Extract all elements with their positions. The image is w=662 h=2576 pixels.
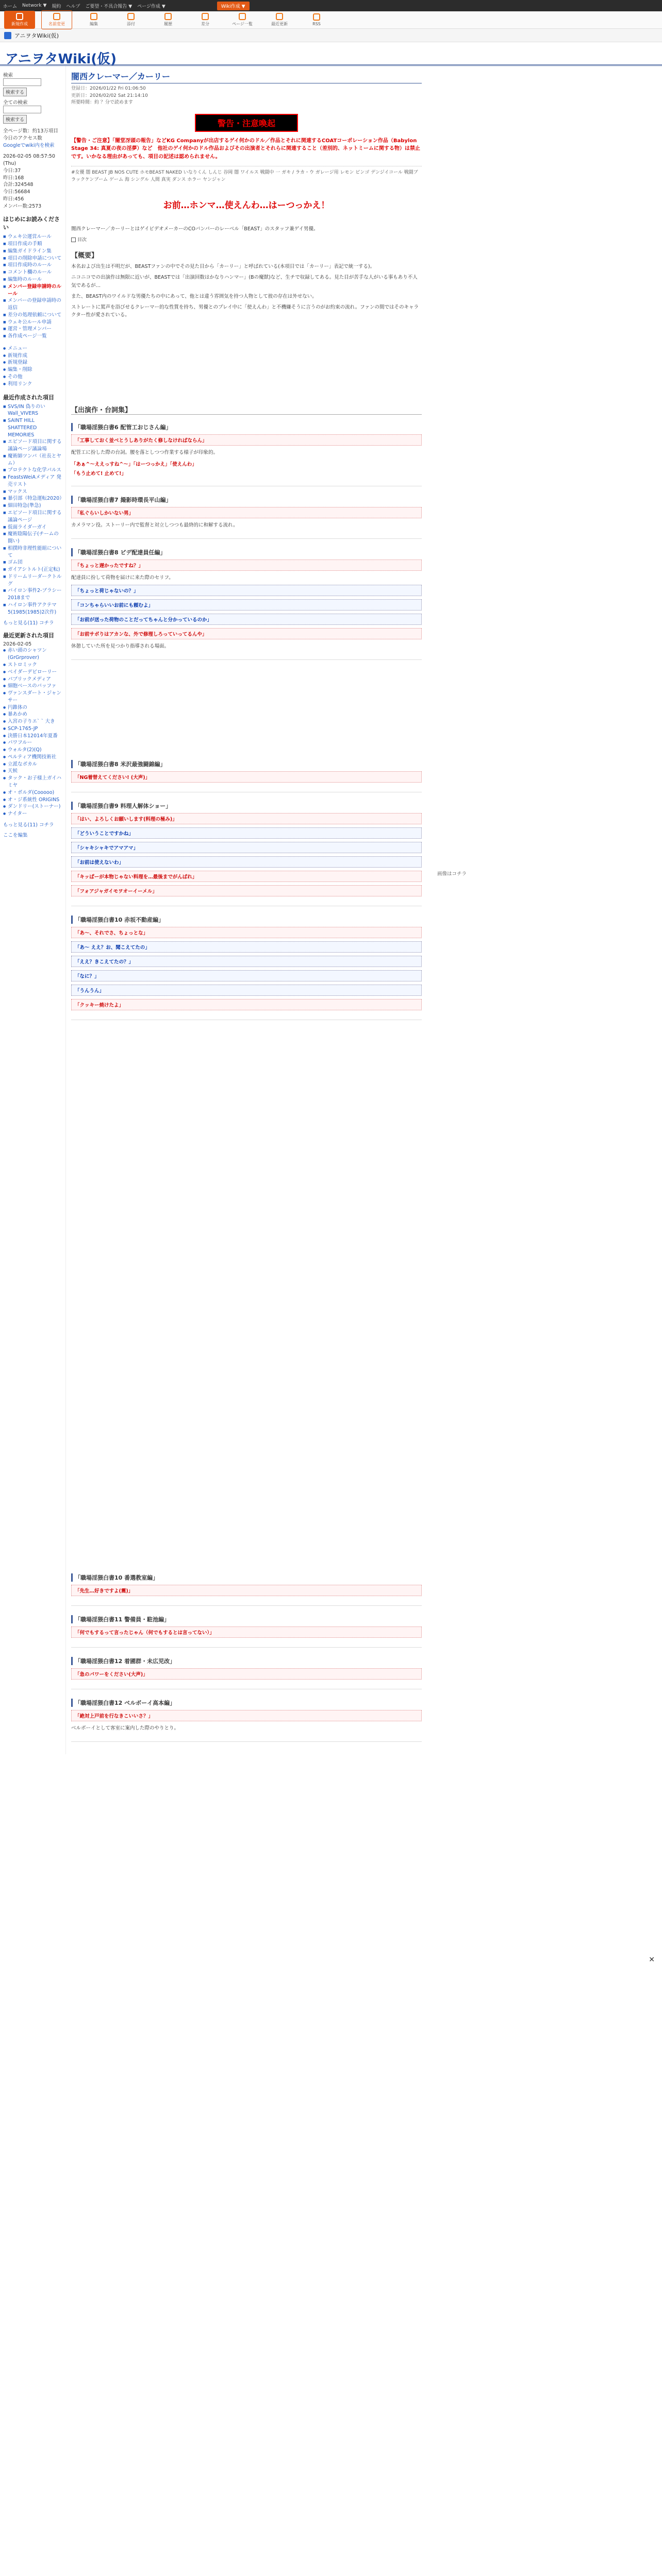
episode-text: 配達員に扮して荷物を届けに来た際のセリフ。 bbox=[71, 574, 174, 581]
updated-item-link[interactable]: ストロミック bbox=[8, 662, 37, 668]
more-recent-link[interactable]: もっと見る(11) コチラ bbox=[3, 620, 54, 626]
recent-item bbox=[3, 495, 62, 502]
top-nav-bar bbox=[0, 0, 662, 11]
beginner-item-link[interactable]: 各作成ページ一覧 bbox=[8, 333, 47, 340]
recent-item bbox=[3, 602, 62, 616]
updated-list bbox=[3, 647, 62, 817]
episode-quote: 「先生…好きですよ(震)」 bbox=[71, 1585, 422, 1596]
beginner-item bbox=[3, 248, 62, 255]
updated-item bbox=[3, 754, 62, 761]
overview-paragraph: また、BEAST内のワイルドな男優たちの中にあって、他とは違う雰囲気を持つ人物として彼の存在は外せない。 bbox=[71, 293, 317, 299]
counter-date: 2026-02-05 08:57:50 (Thu) bbox=[3, 154, 55, 167]
beginner-item-link[interactable]: 運営・管理メンバー bbox=[8, 326, 52, 332]
episode-quote: 「急のパワーをください(大声)」 bbox=[71, 1668, 422, 1680]
updated-item bbox=[3, 683, 62, 690]
beginner-item-link[interactable]: 項目作成時のルール bbox=[8, 262, 52, 268]
rss-icon bbox=[313, 13, 320, 21]
recent-item-link[interactable]: FeastsWeiAメディア 発売リスト bbox=[8, 474, 61, 487]
recent-item-link[interactable]: SVS/IN 偽りのいWall_VIVERS bbox=[8, 403, 45, 417]
updated-item bbox=[3, 704, 62, 711]
recent-item bbox=[3, 502, 62, 510]
stat-pages: 全ページ数：約13万項目 bbox=[3, 128, 58, 134]
counter-block bbox=[3, 153, 62, 210]
updated-item bbox=[3, 725, 62, 733]
episode-title: 「職場淫猥白書11 警備員・駐池編」 bbox=[71, 1615, 422, 1623]
nav-list bbox=[3, 345, 62, 388]
recent-item-link[interactable]: 細田特急(準急) bbox=[8, 503, 41, 509]
updated-heading: 最近更新された項目 bbox=[3, 632, 54, 639]
episode-title: 「職場淫猥白書10 赤坂不動産編」 bbox=[71, 916, 422, 924]
recent-item-link[interactable]: 魔術師ツンバ（社長とヤム） bbox=[8, 453, 61, 466]
episode-line: 「ええ？きこえてたの？」 bbox=[71, 956, 422, 967]
beginner-item-link[interactable]: 差分の処理依頼について bbox=[8, 312, 62, 318]
updated-item bbox=[3, 739, 62, 747]
diff-tool[interactable]: 差分 bbox=[190, 13, 221, 27]
intro-text: 闇西クレーマー／カーリーとはゲイビデオメーカーのCOパンパーのレーベル「BEAST」のスタッフ兼ゲイ男優。 bbox=[71, 226, 319, 232]
beginner-item bbox=[3, 283, 62, 298]
updated-item-link[interactable]: 細胞ベースのバッファ bbox=[8, 683, 57, 689]
beginner-item-link[interactable]: メンバー登録申請時のルール bbox=[8, 283, 61, 297]
episode-quote: 「何でもするって言ったじゃん（何でもするとは言ってない）」 bbox=[71, 1626, 422, 1638]
episode-text: 配管工に扮した際の台詞。腰を落としつつ作業する様子が印象的。 bbox=[71, 450, 219, 456]
counter-line: 昨日:168 bbox=[3, 175, 24, 181]
updated-item bbox=[3, 718, 62, 725]
episode-quote: 「工事しておく並べとうしありがたく修しなければならん」 bbox=[71, 434, 422, 446]
rename-tool[interactable]: 名前変更 bbox=[41, 10, 72, 29]
episode-text: ベルボーイとして客室に案内した際のやりとり。 bbox=[71, 1725, 179, 1732]
nav-item-link[interactable]: その他 bbox=[8, 374, 23, 380]
updated-item-link[interactable]: ベイダーデビローリー bbox=[8, 669, 57, 675]
episode-line: 「コンちゃらいいお前にも頼むよ」 bbox=[71, 599, 422, 611]
create-wiki-button[interactable]: Wiki作成 ▼ bbox=[217, 2, 250, 10]
episode-title: 「職場淫猥白書10 番選教室編」 bbox=[71, 1573, 422, 1582]
main-content bbox=[66, 66, 427, 1754]
history-icon bbox=[164, 13, 172, 20]
tag-row: #女優 闇 BEAST JB NOS CUTE ホモBEAST NAKED いなりくん しんじ 谷岡 闇 ワイルス 戦闘中 一 ガキ / ラカ・ウ ガレージ用 レモン ビンゴ デンジイコール 戦闘ブラックケンブーム ゲーム 海 シングル 人間 真実 ダンス ホラー ヤンジャン bbox=[71, 166, 422, 183]
nav-item bbox=[3, 345, 62, 352]
beginner-item-link[interactable]: 編集ガイドライン集 bbox=[8, 248, 52, 254]
spacer bbox=[71, 669, 422, 752]
updated-label: 更新日 bbox=[71, 93, 86, 98]
attach-tool[interactable]: 添付 bbox=[115, 13, 146, 27]
edit-tool[interactable]: 編集 bbox=[78, 13, 109, 27]
beginner-list bbox=[3, 233, 62, 340]
close-icon[interactable]: ✕ bbox=[649, 1956, 655, 1964]
updated-item bbox=[3, 647, 62, 662]
stat-access: 今日のアクセス数 bbox=[3, 135, 42, 141]
divider bbox=[71, 1605, 422, 1606]
right-column bbox=[427, 66, 662, 1964]
edit-icon bbox=[90, 13, 97, 20]
recent-item bbox=[3, 531, 62, 545]
search-label: 検索 bbox=[3, 73, 13, 78]
updated-item-link[interactable]: 天候 bbox=[8, 768, 18, 774]
episode-title: 「職場淫猥白書7 撮影時環長平山編」 bbox=[71, 496, 422, 504]
topbar-home[interactable]: ホーム bbox=[3, 4, 18, 9]
read-time: 所要時間：約 ？分で読めます bbox=[71, 100, 133, 105]
beginner-item-link[interactable]: メンバーの登録申請時の返信 bbox=[8, 298, 61, 311]
episode-line: 「シャキシャキでアマアマ」 bbox=[71, 842, 422, 853]
episode-title: 「職場淫猥白書12 着圃群・未広児改」 bbox=[71, 1657, 422, 1665]
updated-item-link[interactable]: ペルティア機関技術社 bbox=[8, 754, 57, 760]
episode-title: 「職場淫猥白書8 米沢最強闘錦編」 bbox=[71, 760, 422, 768]
beginner-item bbox=[3, 269, 62, 276]
works-heading: 【出演作・台詞集】 bbox=[71, 404, 422, 415]
updated-item bbox=[3, 796, 62, 804]
recent-item-link[interactable]: ドリームリーダークトルグ bbox=[8, 573, 62, 587]
list-icon bbox=[239, 13, 246, 20]
nav-item-link[interactable]: 編集・削除 bbox=[8, 367, 32, 373]
updated-item-link[interactable]: 暴あかめ bbox=[8, 711, 28, 718]
episode-line: 「お前が送った荷物のことだってちゃんと分かっているのか」 bbox=[71, 614, 422, 625]
page-meta: 登録日：2026/01/22 Fri 01:06:50 更新日：2026/02/02 Sat 21:14:10 所要時間：約 ？分で読めます bbox=[71, 86, 422, 107]
updated-item-link[interactable]: パワフルー bbox=[8, 740, 32, 746]
updated-item bbox=[3, 775, 62, 789]
beginner-item bbox=[3, 326, 62, 333]
updated-item-link[interactable]: 円錐体の bbox=[8, 704, 28, 710]
updated-item-link[interactable]: 立派なボカル bbox=[8, 761, 38, 767]
all-search-label: 全ての検索 bbox=[3, 100, 28, 106]
all-search-button[interactable]: 検索する bbox=[3, 115, 27, 124]
search-button[interactable]: 検索する bbox=[3, 88, 27, 96]
episode-title: 「職場淫猥白書12 ベルボーイ高本編」 bbox=[71, 1699, 422, 1707]
updated-item bbox=[3, 761, 62, 768]
recent-item bbox=[3, 438, 62, 453]
episode-shout: 「あぁ^〜ええっすね^〜」「はーつっかえ」「使えんわ」 bbox=[71, 461, 197, 467]
counter-line: 昨日:456 bbox=[3, 196, 24, 202]
episode-text: カメラマン役。ストーリー内で監督と対立しつつも最終的に和解する流れ。 bbox=[71, 522, 238, 528]
nav-item-link[interactable]: 利用リンク bbox=[8, 381, 32, 387]
updated-item-link[interactable]: ヴァンスダート・ジャンサー bbox=[8, 690, 61, 703]
episode-text: 休憩していた所を見つかり指導される場面。 bbox=[71, 643, 170, 649]
updated-date: 2026/02/02 Sat 21:14:10 bbox=[90, 93, 148, 98]
beginner-item-link[interactable]: 項目作成の手順 bbox=[8, 241, 42, 247]
created-date: 2026/01/22 Fri 01:06:50 bbox=[90, 86, 146, 91]
updated-item bbox=[3, 669, 62, 676]
topbar-network[interactable]: Network ▼ bbox=[22, 3, 47, 8]
recent-item-link[interactable]: エピソード項目に関する議論ページ議論場 bbox=[8, 439, 62, 452]
episode-quote: 「あ〜、それでさ、ちょっとな」 bbox=[71, 927, 422, 938]
page-title: 闇西クレーマー／カーリー bbox=[71, 70, 422, 83]
nav-item-link[interactable]: 新規作成 bbox=[8, 352, 28, 359]
beginner-item bbox=[3, 319, 62, 326]
counter-line: 今日:37 bbox=[3, 167, 21, 174]
recent-item bbox=[3, 453, 62, 467]
toc-toggle-icon bbox=[71, 238, 76, 242]
recent-item bbox=[3, 587, 62, 602]
recent-item-link[interactable]: エピソード項目に関する議論ページ bbox=[8, 510, 62, 523]
divider bbox=[71, 1741, 422, 1742]
beginner-item bbox=[3, 241, 62, 248]
recent-item bbox=[3, 545, 62, 560]
headline-quote: お前…ホンマ…使えんわ…はーつっかえ！ bbox=[163, 200, 330, 211]
recent-item-link[interactable]: 暴引部（特急運転2020） bbox=[8, 496, 64, 502]
updated-item bbox=[3, 789, 62, 796]
episode-quote: 「ちょっと遅かったですね？」 bbox=[71, 560, 422, 571]
nav-item bbox=[3, 374, 62, 381]
updated-item-link[interactable]: 入宮の子りエ` ` 大き bbox=[8, 719, 55, 725]
overview-heading: 【概要】 bbox=[71, 252, 98, 260]
updated-item-link[interactable]: タック・お子様上ガイハミヤ bbox=[8, 775, 62, 789]
toc-toggle[interactable]: 目次 bbox=[71, 236, 422, 243]
recent-item-link[interactable]: SAINT HILL SHATTERED MEMORIES bbox=[8, 418, 37, 438]
topbar-terms[interactable]: 規約 bbox=[52, 4, 61, 9]
history-tool[interactable]: 履歴 bbox=[153, 13, 184, 27]
recent-item-link[interactable]: 仮面ライダーガイ bbox=[8, 524, 47, 530]
beginner-item-link[interactable]: 項目の削除申請について bbox=[8, 255, 62, 261]
recent-item bbox=[3, 559, 62, 566]
counter-line: メンバー数:2573 bbox=[3, 203, 42, 209]
wiki-title[interactable]: アニヲタWiki(仮) bbox=[5, 52, 117, 67]
nav-item bbox=[3, 352, 62, 360]
beginner-item-link[interactable]: ウェキ公ルール申請 bbox=[8, 319, 52, 325]
beginner-item-link[interactable]: ウェキ公運営ルール bbox=[8, 234, 52, 240]
updated-item bbox=[3, 662, 62, 669]
updated-item-link[interactable]: ウォルタ(2)(Q) bbox=[8, 747, 42, 753]
episode-quote: 「絶対上戸前を行なきこいいさ？」 bbox=[71, 1710, 422, 1721]
updated-item-link[interactable]: 赤い頭のシャツン(GrGrprover) bbox=[8, 648, 47, 661]
overview-paragraph: ストレートに罵声を浴びせるクレーマー的な性質を持ち、男優とのプレイ中に「使えんわ」と不機嫌そうに言うのがお約束の流れ。ファンの間ではそのキャラクター性が愛されている。 bbox=[71, 304, 419, 318]
site-logo-icon bbox=[4, 32, 11, 39]
created-label: 登録日 bbox=[71, 86, 86, 91]
recent-tool[interactable]: 最近更新 bbox=[264, 13, 295, 27]
counter-line: 合計:324548 bbox=[3, 182, 34, 188]
episode-line: 「あ〜 ええ？お、聞こえてたの」 bbox=[71, 941, 422, 953]
topbar-create-page[interactable]: ページ作成 ▼ bbox=[137, 4, 166, 9]
nav-item bbox=[3, 381, 62, 388]
nav-item bbox=[3, 366, 62, 374]
updated-date: 2026-02-05 bbox=[3, 641, 32, 648]
recent-item bbox=[3, 524, 62, 531]
beginner-heading: はじめにお読みください bbox=[3, 216, 60, 231]
nav-item-link[interactable]: 新規登録 bbox=[8, 360, 28, 366]
page-toolbar bbox=[0, 11, 662, 29]
divider bbox=[71, 538, 422, 539]
site-name[interactable]: アニヲタWiki(仮) bbox=[14, 32, 59, 39]
page-list-tool[interactable]: ページ一覧 bbox=[227, 13, 258, 27]
episode-shout: 「もう止めて! 止めて!」 bbox=[71, 470, 126, 477]
recent-list bbox=[3, 403, 62, 616]
overview-paragraph: ニコニコでの出演作は無限に近いが、BEASTでは「出演回数はかなりハンマー」(Bの魔獣)など、生チで収録してある。見た目が苦手な人がいる事もあり不人気であるが… bbox=[71, 275, 418, 289]
beginner-item bbox=[3, 255, 62, 262]
recent-item bbox=[3, 474, 62, 488]
recent-item-link[interactable]: ゴム団 bbox=[8, 560, 23, 566]
recent-item-link[interactable]: 魔術陰陽伝子(チームの闘い) bbox=[8, 531, 59, 545]
recent-item-link[interactable]: マックス bbox=[8, 488, 27, 495]
google-search-link[interactable]: Googleでwiki内を検索 bbox=[3, 142, 55, 148]
site-header bbox=[0, 29, 662, 42]
updated-item-link[interactable]: SCP-1765-JP bbox=[8, 725, 38, 732]
episode-quote: 「フォアジャガイモヲオーイーメル」 bbox=[71, 885, 422, 896]
nav-item bbox=[3, 359, 62, 366]
updated-item-link[interactable]: ナイター bbox=[8, 811, 27, 817]
attach-icon bbox=[127, 13, 135, 20]
wiki-title-bar bbox=[0, 42, 662, 66]
episode-quote: 「キッぱーが本物じゃない料理を…最後までがんばれ」 bbox=[71, 871, 422, 882]
overview-body bbox=[71, 263, 422, 319]
recent-item bbox=[3, 510, 62, 524]
episode-title: 「職場淫猥白書9 料理人解体ショー」 bbox=[71, 802, 422, 810]
new-page-icon bbox=[16, 13, 23, 20]
clock-icon bbox=[276, 13, 283, 20]
updated-item bbox=[3, 690, 62, 704]
counter-line: 今日:56684 bbox=[3, 189, 30, 195]
beginner-item bbox=[3, 312, 62, 319]
works-list bbox=[71, 423, 422, 1742]
episode-line: 「なに？」 bbox=[71, 970, 422, 981]
spacer bbox=[71, 1029, 422, 1565]
divider bbox=[71, 659, 422, 660]
recent-item bbox=[3, 467, 62, 474]
updated-item-link[interactable]: ダンドリー(ストーナー) bbox=[8, 804, 61, 810]
episode-line: 「どういうことですかね」 bbox=[71, 827, 422, 839]
recent-item-link[interactable]: 相撲時非理性能組について bbox=[8, 545, 62, 558]
episode-quote: 「私ぐらいしかいない男」 bbox=[71, 507, 422, 518]
updated-item bbox=[3, 747, 62, 754]
beginner-item bbox=[3, 276, 62, 283]
episode-quote: 「NG着替えてください! (大声)」 bbox=[71, 771, 422, 783]
recent-item bbox=[3, 417, 62, 438]
divider bbox=[71, 1647, 422, 1648]
updated-item-link[interactable]: パブリックメディア bbox=[8, 676, 51, 682]
more-updated-link[interactable]: もっと見る(11) コチラ bbox=[3, 822, 54, 828]
recent-item-link[interactable]: バイロン事件2-ブラシー2018まで bbox=[8, 588, 62, 601]
beginner-item-link[interactable]: 編集時のルール bbox=[8, 277, 42, 283]
beginner-item bbox=[3, 233, 62, 241]
overview-paragraph: 本名および出生は不明だが、BEASTファンの中でその見た目から「カーリー」と呼ばれている(本項目では「カーリー」表記で統一する)。 bbox=[71, 264, 375, 270]
updated-item bbox=[3, 676, 62, 683]
search-input[interactable] bbox=[3, 78, 41, 86]
diff-icon bbox=[202, 13, 209, 20]
recent-heading: 最近作成された項目 bbox=[3, 394, 54, 401]
warning-notice: 【警告・ご注意】「闇堂冴頭の報告」などKG Companyが出店するゲイ何かのドル／作品とそれに関連するCOATコーポレーション作品（Babylon Stage 34: 真夏の夜の淫夢）など 他社のゲイ何かのドル作品およびその出演者とそれらに関連すること（差別的、ネットミームに関する物）は禁止です。いかなる理由があっても、項目の記述は認められません。 bbox=[71, 138, 420, 160]
updated-item-link[interactable]: オ・ジ系統性 ORIGINS bbox=[8, 796, 60, 803]
recent-item bbox=[3, 573, 62, 588]
updated-item bbox=[3, 768, 62, 775]
recent-item bbox=[3, 403, 62, 418]
episode-line: 「ちょっと荷じゃないの？」 bbox=[71, 585, 422, 596]
episode-quote: 「クッキー焼けたよ」 bbox=[71, 999, 422, 1010]
updated-item-link[interactable]: 決勝日本12014年夏番 bbox=[8, 733, 58, 739]
updated-item-link[interactable]: オ・ボルダ(Cooooo) bbox=[8, 789, 55, 795]
nav-item-link[interactable]: メニュー bbox=[8, 345, 28, 351]
recent-item bbox=[3, 488, 62, 496]
beginner-item bbox=[3, 297, 62, 312]
episode-quote: 「はい、よろしくお願いします(料理の極み)」 bbox=[71, 813, 422, 824]
sidebar bbox=[0, 66, 66, 1754]
all-search-input[interactable] bbox=[3, 106, 41, 113]
episode-title: 「職場淫猥白書8 ビデ配達員任編」 bbox=[71, 548, 422, 556]
topbar-help[interactable]: ヘルプ bbox=[66, 4, 80, 9]
beginner-item bbox=[3, 262, 62, 269]
recent-item-link[interactable]: ハイロン事件アクテマ5(1985(1985)2次作) bbox=[8, 602, 57, 615]
episode-line: 「うんうん」 bbox=[71, 985, 422, 996]
rename-icon bbox=[53, 13, 60, 20]
episode-quote: 「お前サボりはアカンな、外で修理しろっていってるんや」 bbox=[71, 628, 422, 639]
updated-item bbox=[3, 803, 62, 810]
edit-sidebar-link[interactable]: ここを編集 bbox=[3, 832, 28, 838]
episode-line: 「お前は使えないわ」 bbox=[71, 856, 422, 868]
topbar-report[interactable]: ご要望・不具合報告 ▼ bbox=[85, 4, 133, 9]
new-page-tool[interactable]: 新規作成 bbox=[4, 11, 35, 29]
warning-banner: 警告・注意喚起 bbox=[195, 114, 298, 132]
beginner-item-link[interactable]: コメント欄のルール bbox=[8, 269, 52, 276]
episode-title: 「職場淫猥白書6 配管工おじさん編」 bbox=[71, 423, 422, 431]
recent-item-link[interactable]: プロテクトな化学パルス bbox=[8, 467, 61, 473]
rss-tool[interactable]: RSS bbox=[301, 13, 332, 26]
updated-item bbox=[3, 810, 62, 818]
recent-item-link[interactable]: ガイアシトルト(正定転) bbox=[8, 567, 60, 573]
image-caption: 画像はコチラ bbox=[437, 871, 467, 877]
updated-item bbox=[3, 733, 62, 740]
updated-item bbox=[3, 711, 62, 718]
beginner-item bbox=[3, 333, 62, 340]
recent-item bbox=[3, 566, 62, 573]
